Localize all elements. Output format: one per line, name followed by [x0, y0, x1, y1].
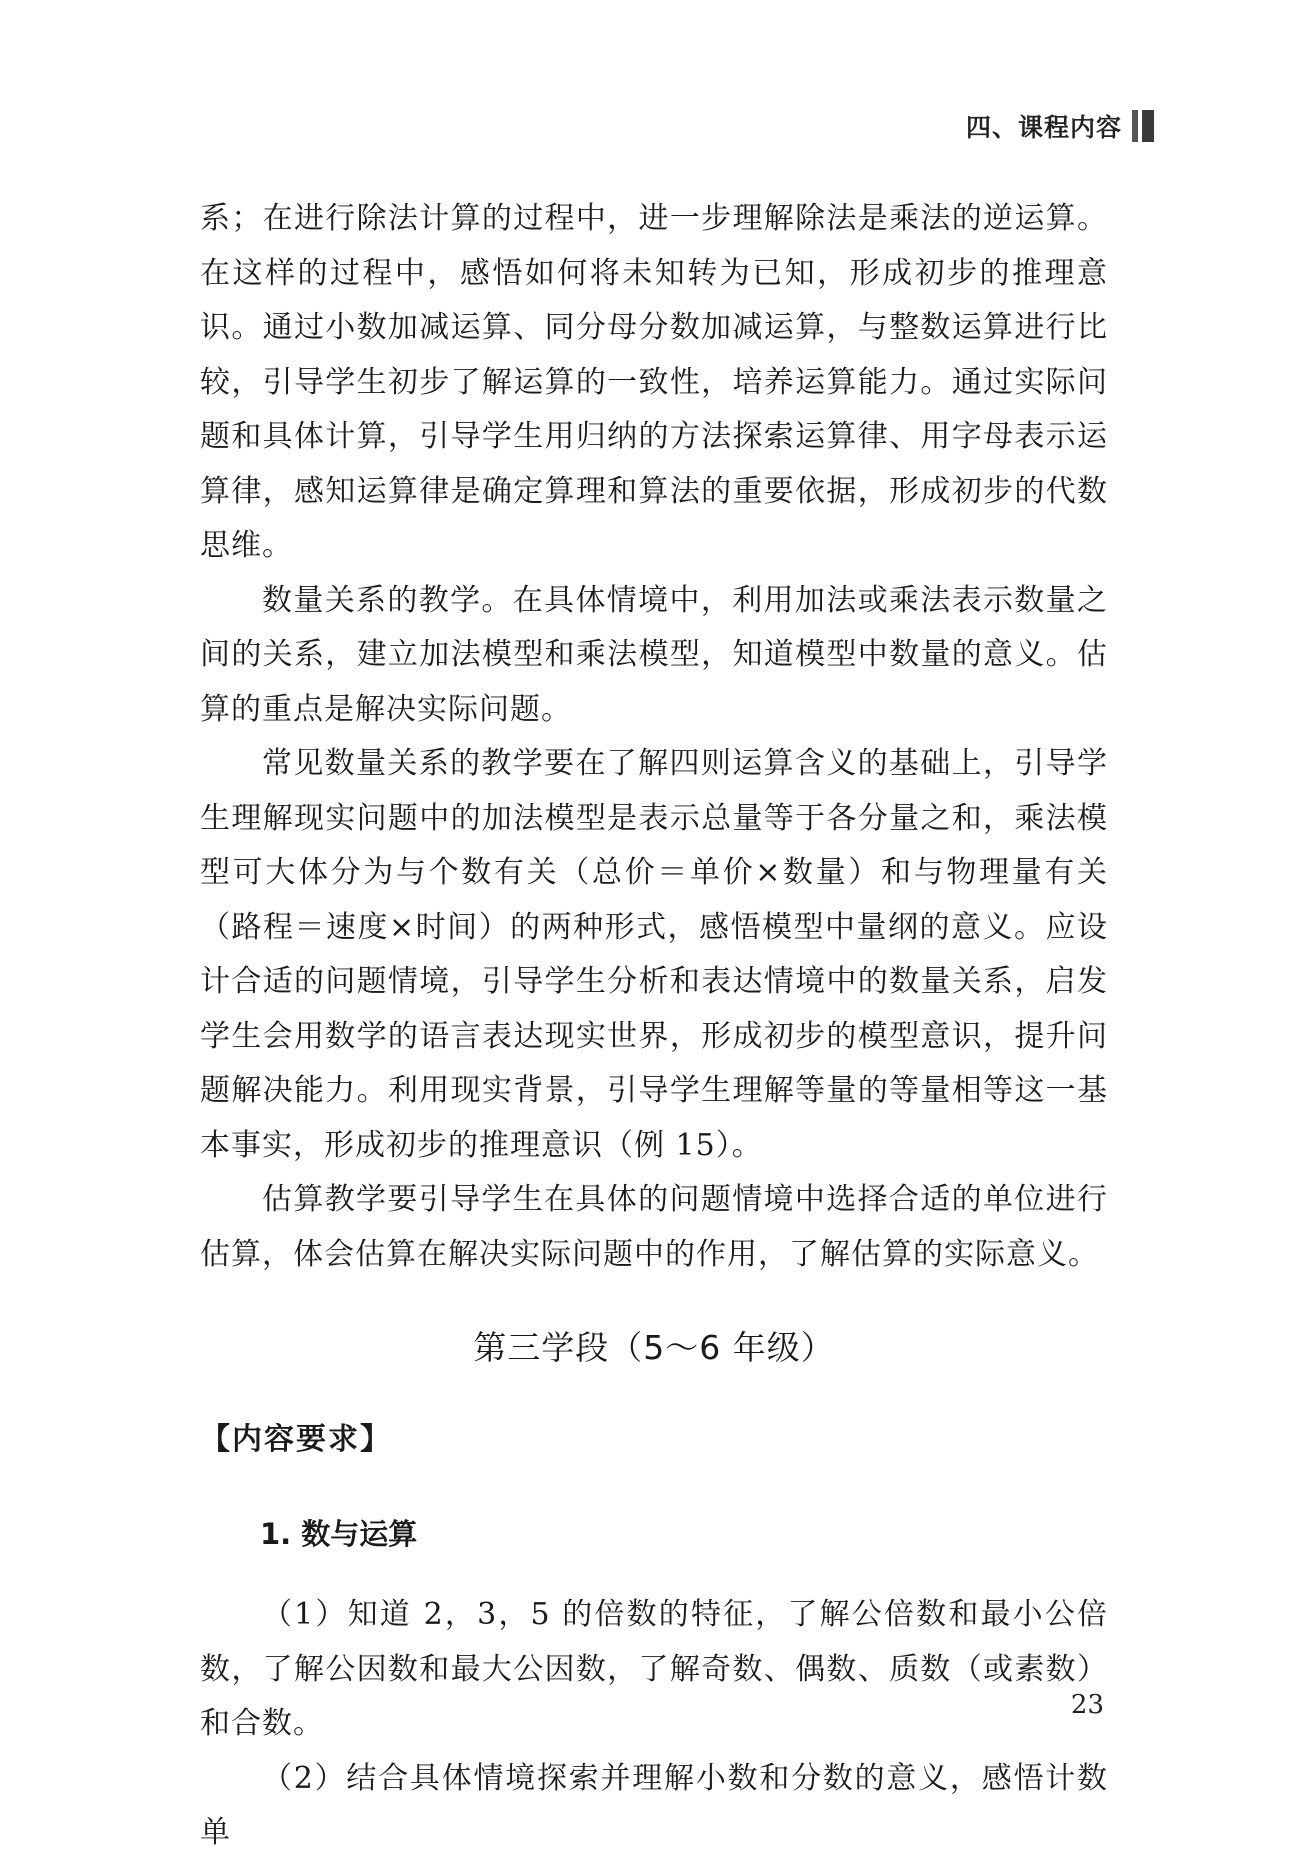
paragraph-continuation: 系；在进行除法计算的过程中，进一步理解除法是乘法的逆运算。在这样的过程中，感悟如何将未知转为已知，形成初步的推理意识。通过小数加减运算、同分母分数加减运算，与整数运算进行比较，引导学生初步了解运算的一致性，培养运算能力。通过实际问题和具体计算，引导学生用归纳的方法探索运算律、用字母表示运算律，感知运算律是确定算理和算法的重要依据，形成初步的代数思维。	[200, 201, 1108, 563]
header-bar-marks	[1132, 110, 1154, 142]
page-body	[200, 192, 1108, 1861]
header-bar-thick	[1142, 110, 1154, 142]
paragraph-common-relations: 常见数量关系的教学要在了解四则运算含义的基础上，引导学生理解现实问题中的加法模型是表示总量等于各分量之和，乘法模型可大体分为与个数有关（总价＝单价×数量）和与物理量有关（路程＝速度×时间）的两种形式，感悟模型中量纲的意义。应设计合适的问题情境，引导学生分析和表达情境中的数量关系，启发学生会用数学的语言表达现实世界，形成初步的模型意识，提升问题解决能力。利用现实背景，引导学生理解等量的等量相等这一基本事实，形成初步的推理意识（例 15）。	[200, 746, 1108, 1163]
requirements-heading: 【内容要求】	[200, 1422, 392, 1457]
list-item-1: （1）知道 2，3，5 的倍数的特征，了解公倍数和最小公倍数，了解公因数和最大公因数，了解奇数、偶数、质数（或素数）和合数。	[200, 1597, 1108, 1741]
subsection-heading: 1. 数与运算	[260, 1517, 418, 1551]
page-number: 23	[1070, 1690, 1104, 1720]
header-bar-thin	[1132, 110, 1138, 142]
section-title: 第三学段（5～6 年级）	[473, 1328, 835, 1367]
list-item-2: （2）结合具体情境探索并理解小数和分数的意义，感悟计数单	[200, 1760, 1108, 1850]
paragraph-quantity-relations: 数量关系的教学。在具体情境中，利用加法或乘法表示数量之间的关系，建立加法模型和乘法模型，知道模型中数量的意义。估算的重点是解决实际问题。	[200, 582, 1108, 727]
running-header	[966, 108, 1154, 144]
running-header-title: 四、课程内容	[965, 113, 1122, 142]
paragraph-estimation: 估算教学要引导学生在具体的问题情境中选择合适的单位进行估算，体会估算在解决实际问题中的作用，了解估算的实际意义。	[200, 1182, 1108, 1272]
